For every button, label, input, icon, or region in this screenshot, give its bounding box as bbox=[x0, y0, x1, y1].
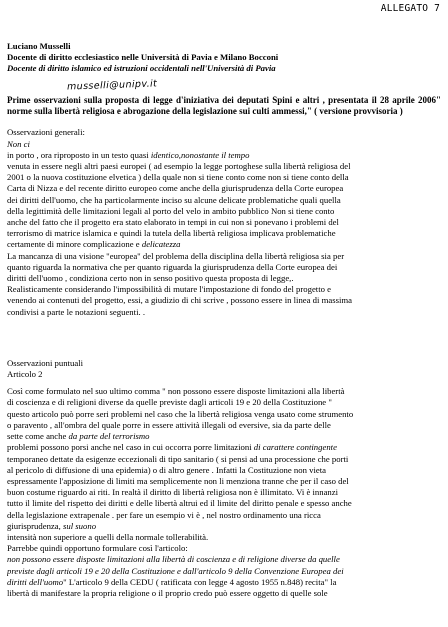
text-line bbox=[7, 262, 441, 273]
text-segment: previste dagli articoli 19 e 20 della Costituzione e dall'articolo 9 della Convenzione Europea dei bbox=[7, 565, 344, 576]
text-segment: La mancanza di una visione "europea" del problema della disciplina della libertà religiosa sia per bbox=[7, 250, 345, 261]
specific-paragraph bbox=[7, 386, 441, 599]
text-segment: Non ci bbox=[7, 138, 30, 149]
text-segment: venendo ai contenuti del progetto, essi, a giudizio di chi scrive , possono essere in linea di massima bbox=[7, 295, 353, 306]
text-segment: diritti dell'uomo , condiziona certo non in senso positivo questa proposta di legge,. bbox=[7, 273, 294, 284]
text-segment: Carta di Nizza e del recente diritto europeo come anche della giurisprudenza della Corte europea bbox=[7, 183, 344, 194]
text-segment: Realisticamente considerando l'impossibilità di mutare l'impostazione di fondo del progetto e bbox=[7, 284, 332, 295]
text-segment: di carattere contingente bbox=[253, 442, 337, 453]
text-line bbox=[7, 139, 441, 150]
text-line bbox=[7, 307, 441, 318]
text-line bbox=[7, 228, 441, 239]
text-line bbox=[7, 195, 441, 206]
text-line bbox=[7, 251, 441, 262]
text-segment: tutto il limite del rispetto dei diritti e delle libertà altrui ed il limite del diritto penale e spesso anche bbox=[7, 498, 352, 509]
text-segment: venuta in essere negli altri paesi europei ( ad esempio la legge portoghese sulla libertà religiosa del bbox=[7, 161, 351, 172]
text-segment: problemi possono porsi anche nel caso in cui occorra porre limitazioni bbox=[7, 442, 254, 453]
text-line bbox=[7, 386, 441, 397]
text-segment: da parte del terrorismo bbox=[68, 431, 150, 442]
text-line bbox=[7, 476, 441, 487]
text-segment: di coscienza e di religioni diverse da quelle previste dagli articoli 19 e 20 della Costituzione " bbox=[7, 397, 332, 408]
general-heading: Osservazioni generali: bbox=[7, 127, 85, 138]
text-line bbox=[7, 273, 441, 284]
author-role-1: Docente di diritto ecclesiastico nelle Università di Pavia e Milano Bocconi bbox=[7, 52, 279, 63]
text-segment: Così come formulato nel suo ultimo comma " non possono essere disposte limitazioni alla libertà bbox=[7, 386, 345, 397]
text-line bbox=[7, 566, 441, 577]
author-role-2: Docente di diritto islamico ed istruzioni occidentali nell'Università di Pavia bbox=[7, 63, 276, 74]
article-heading: Articolo 2 bbox=[7, 369, 43, 380]
text-segment: terrorismo di matrice islamica e quindi la tutela della libertà religiosa implicava problematiche bbox=[7, 228, 336, 239]
specific-heading: Osservazioni puntuali bbox=[7, 357, 83, 368]
text-segment: questo articolo può porre seri problemi nel caso che la libertà religiosa venga usato come strumento bbox=[7, 408, 354, 419]
text-segment: giurisprudenza, bbox=[7, 520, 63, 531]
text-line bbox=[7, 161, 441, 172]
text-line bbox=[7, 420, 441, 431]
text-line bbox=[7, 239, 441, 250]
text-line bbox=[7, 397, 441, 408]
text-segment: anche del fatto che il progetto era stato elaborato in tempi in cui non si ponevano i problemi del bbox=[7, 217, 339, 228]
text-line bbox=[7, 206, 441, 217]
text-line bbox=[7, 532, 441, 543]
text-segment: identico,nonostante il tempo bbox=[150, 149, 250, 160]
text-segment: quanto riguarda la normativa che per quanto riguarda la giurisprudenza della Corte europea dei bbox=[7, 261, 338, 272]
text-segment: non possono essere disposte limitazioni alla libertà di coscienza e di religione diverse da quelle bbox=[7, 554, 340, 565]
text-segment: Parrebbe quindi opportuno formulare così l'articolo: bbox=[7, 543, 188, 554]
text-segment: libertà di manifestare la propria religione o il proprio credo può essere oggetto di quelle sole bbox=[7, 587, 328, 598]
text-line bbox=[7, 442, 441, 453]
text-segment: della legislazione extrapenale . per fare un esempio vi è , nel nostro ordinamento una ricca bbox=[7, 509, 321, 520]
text-line bbox=[7, 295, 441, 306]
author-block bbox=[7, 41, 441, 93]
text-segment: intensità non superiore a quelli della normale tollerabilità. bbox=[7, 531, 209, 542]
text-line bbox=[7, 554, 441, 565]
text-segment: della legittimità delle limitazioni legali al porto del velo in ambito pubblico Non si tiene conto bbox=[7, 205, 335, 216]
text-segment: condivisi a parte le notazioni seguenti. . bbox=[7, 306, 145, 317]
text-line bbox=[7, 172, 441, 183]
document-title: Prime osservazioni sulla proposta di legge d'iniziativa dei deputati Spini e altri , presentata il 28 aprile 2006" norme sulla libertà religiosa e abrogazione della legislazione sui culti ammessi," ( versione provvisoria ) bbox=[7, 94, 441, 117]
text-segment: delicatezza bbox=[141, 239, 181, 250]
text-segment: certamente di minore complicazione e bbox=[7, 239, 142, 250]
text-line bbox=[7, 217, 441, 228]
spacer bbox=[7, 318, 441, 358]
text-segment: dei diritti dell'uomo, che ha particolarmente inciso su alcune delicate problematiche quali quella bbox=[7, 194, 341, 205]
text-line bbox=[7, 487, 441, 498]
text-line bbox=[7, 454, 441, 465]
handwritten-email: musselli@unipv.it bbox=[66, 77, 158, 93]
text-line bbox=[7, 510, 441, 521]
author-name: Luciano Musselli bbox=[7, 41, 71, 51]
text-line bbox=[7, 150, 441, 161]
text-line bbox=[7, 183, 441, 194]
allegato-label: ALLEGATO 7 bbox=[380, 3, 440, 14]
text-segment: al pericolo di diffusione di una epidemia) o di altro genere . Infatti la Costituzione non vieta bbox=[7, 464, 327, 475]
text-line bbox=[7, 284, 441, 295]
text-line bbox=[7, 543, 441, 554]
text-line bbox=[7, 588, 441, 599]
text-segment: " L'articolo 9 della CEDU ( ratificata con legge 4 agosto 1955 n.848) recita" la bbox=[63, 576, 337, 587]
text-line bbox=[7, 577, 441, 588]
text-line bbox=[7, 409, 441, 420]
text-line bbox=[7, 521, 441, 532]
text-line bbox=[7, 498, 441, 509]
text-segment: o paravento , all'ombra del quale porre in essere attività illegali od eversive, sia da parte delle bbox=[7, 419, 331, 430]
document-body bbox=[7, 41, 441, 599]
text-segment: sul suono bbox=[62, 520, 97, 531]
text-segment: 2001 o la nuova costituzione elvetica ) della quale non si tiene conto come non si tiene conto della bbox=[7, 172, 349, 183]
text-line bbox=[7, 431, 441, 442]
text-segment: espressamente l'apposizione di limiti ma semplicemente non li menziona tranne che per il caso del bbox=[7, 475, 349, 486]
general-paragraph bbox=[7, 139, 441, 318]
text-segment: sette come anche bbox=[7, 431, 69, 442]
text-segment: buon costume riguardo ai riti. In realtà il diritto di libertà religiosa non è illimitato. Vi è innanzi bbox=[7, 487, 339, 498]
text-segment: temporaneo dettate da esigenze eccezionali di tipo sanitario ( si pensi ad una processione che porti bbox=[7, 453, 349, 464]
text-segment: diritti dell'uomo bbox=[7, 576, 64, 587]
text-line bbox=[7, 465, 441, 476]
text-segment: in porto , ora riproposto in un testo quasi bbox=[7, 149, 151, 160]
